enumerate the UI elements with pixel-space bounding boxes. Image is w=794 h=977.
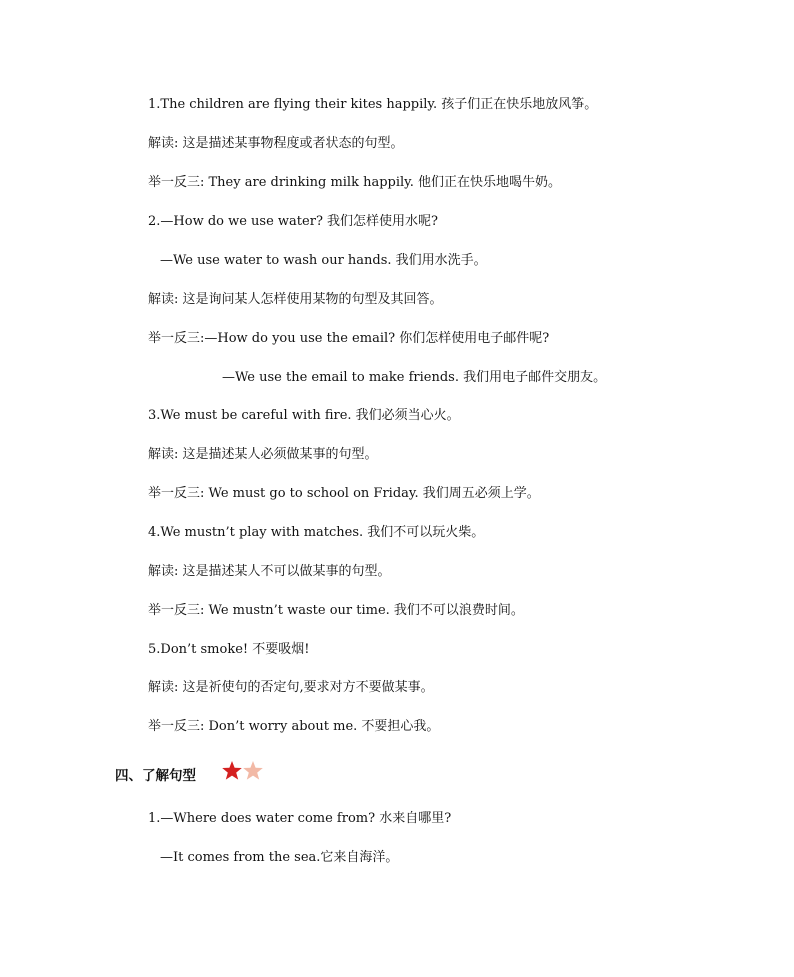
- text-line: 举一反三: They are drinking milk happily. 他们正在快乐地喝牛奶。: [148, 175, 562, 190]
- text-line: 4.We mustn’t play with matches. 我们不可以玩火柴。: [148, 525, 485, 540]
- text-line: 1.—Where does water come from? 水来自哪里?: [148, 811, 452, 826]
- text-line: 解读: 这是描述某人必须做某事的句型。: [148, 447, 378, 462]
- star-icon: [243, 761, 263, 780]
- text-line: —We use water to wash our hands. 我们用水洗手。: [160, 253, 487, 268]
- text-line: 5.Don’t smoke! 不要吸烟!: [148, 642, 310, 657]
- text-line: 解读: 这是询问某人怎样使用某物的句型及其回答。: [148, 292, 443, 307]
- text-line: 解读: 这是描述某事物程度或者状态的句型。: [148, 136, 404, 151]
- text-line: 举一反三:—How do you use the email? 你们怎样使用电子邮件呢?: [148, 331, 550, 346]
- text-line: 解读: 这是描述某人不可以做某事的句型。: [148, 564, 391, 579]
- difficulty-stars: [222, 760, 266, 782]
- text-line: 2.—How do we use water? 我们怎样使用水呢?: [148, 214, 439, 229]
- text-line: 解读: 这是祈使句的否定句,要求对方不要做某事。: [148, 680, 434, 695]
- text-line: 举一反三: We mustn’t waste our time. 我们不可以浪费时间。: [148, 603, 524, 618]
- text-line: 1.The children are flying their kites happily. 孩子们正在快乐地放风筝。: [148, 97, 598, 112]
- section-heading: 四、了解句型: [115, 768, 196, 784]
- text-line: 3.We must be careful with fire. 我们必须当心火。: [148, 408, 460, 423]
- text-line: —We use the email to make friends. 我们用电子邮件交朋友。: [222, 370, 607, 385]
- text-line: 举一反三: We must go to school on Friday. 我们周五必须上学。: [148, 486, 540, 501]
- star-icon: [222, 761, 242, 780]
- text-line: 举一反三: Don’t worry about me. 不要担心我。: [148, 719, 440, 734]
- text-line: —It comes from the sea.它来自海洋。: [160, 850, 399, 865]
